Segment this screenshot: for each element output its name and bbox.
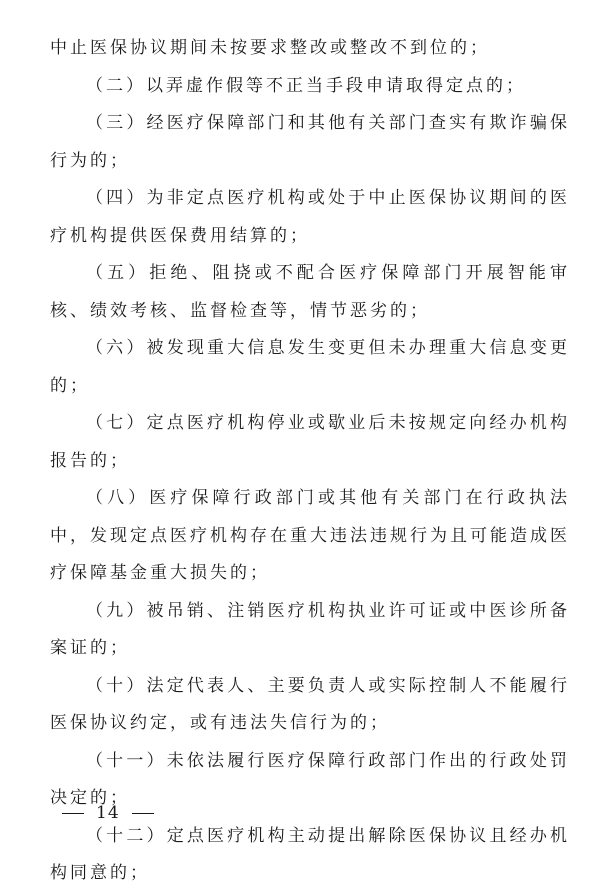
dash-left — [62, 813, 84, 814]
paragraph-item-6: （六）被发现重大信息发生变更但未办理重大信息变更的； — [50, 338, 570, 396]
paragraph-item-2: （二）以弄虚作假等不正当手段申请取得定点的； — [86, 75, 526, 96]
paragraph-item-9: （九）被吊销、注销医疗机构执业许可证或中医诊所备案证的； — [50, 600, 570, 658]
paragraph-item-3: （三）经医疗保障部门和其他有关部门查实有欺诈骗保行为的； — [50, 113, 570, 171]
page-footer — [62, 803, 154, 823]
paragraph-item-7: （七）定点医疗机构停业或歇业后未按规定向经办机构报告的； — [50, 413, 570, 471]
paragraph-item-10: （十）法定代表人、主要负责人或实际控制人不能履行医保协议约定，或有违法失信行为的； — [50, 675, 570, 733]
paragraph-item-11: （十一）未依法履行医疗保障行政部门作出的行政处罚决定的； — [50, 750, 570, 808]
paragraph-item-4: （四）为非定点医疗机构或处于中止医保协议期间的医疗机构提供医保费用结算的； — [50, 188, 570, 246]
paragraph-item-5: （五）拒绝、阻挠或不配合医疗保障部门开展智能审核、绩效考核、监督检查等，情节恶劣的； — [50, 263, 570, 321]
document-body — [50, 30, 570, 893]
page-number: 14 — [96, 803, 120, 823]
paragraph-item-12: （十二）定点医疗机构主动提出解除医保协议且经办机构同意的； — [50, 825, 570, 883]
dash-right — [132, 813, 154, 814]
paragraph-item-8: （八）医疗保障行政部门或其他有关部门在行政执法中，发现定点医疗机构存在重大违法违规行为且可能造成医疗保障基金重大损失的； — [50, 488, 570, 583]
paragraph-continuation: 中止医保协议期间未按要求整改或整改不到位的； — [50, 38, 490, 58]
